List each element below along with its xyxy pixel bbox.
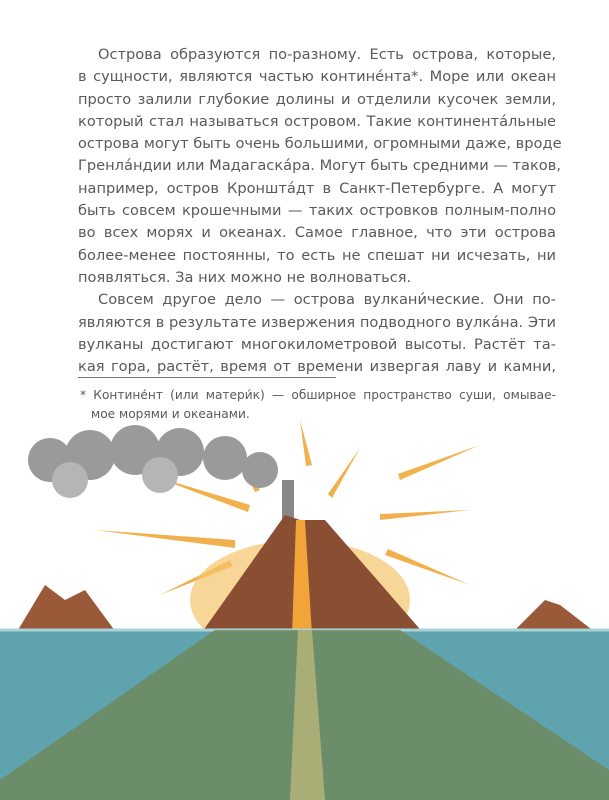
text-line: вулканы достигают многокилометровой высоты. Растёт та- [78, 335, 556, 353]
text-line: Острова образуются по-разному. Есть острова, которые, [98, 46, 556, 63]
text-line: который стал называться островом. Такие континента́льные [78, 112, 556, 130]
text-line: являются в результате извержения подводного вулка́на. Эти [78, 313, 556, 331]
text-line: Совсем другое дело — острова вулкани́ческие. Они по- [98, 291, 556, 309]
text-line: кая гора, растёт, время от времени извергая лаву и камни, [78, 358, 556, 376]
island-left [15, 585, 118, 635]
volcano-illustration [0, 420, 609, 800]
text-line: например, остров Кроншта́дт в Санкт-Петербурге. А могут [78, 179, 556, 197]
text-line: появляться. За них можно не волноваться. [78, 268, 412, 286]
body-text [78, 44, 562, 378]
footnote-divider [78, 377, 336, 378]
text-line: во всех морях и океанах. Самое главное, что эти острова [78, 224, 556, 242]
footnote-line: * Контине́нт (или матери́к) — обширное пространство суши, омывае- [80, 388, 556, 402]
text-line: острова могут быть очень большими, огромными даже, вроде [78, 135, 562, 153]
island-right [515, 600, 595, 632]
footnote-line: мое морями и океанами. [91, 407, 250, 421]
footnote [78, 386, 556, 424]
text-line: в сущности, являются частью контине́нта*. Море или океан [78, 68, 556, 86]
text-line: просто залили глубокие долины и отделили кусочек земли, [78, 90, 556, 108]
text-line: более-менее постоянны, то есть не спешат ни исчезать, ни [78, 246, 556, 264]
text-line: Гренла́ндии или Мадагаска́ра. Могут быть средними — таков, [78, 157, 561, 175]
smoke-cloud [28, 425, 294, 535]
text-line: быть совсем крошечными — таких островков полным-полно [78, 202, 556, 220]
